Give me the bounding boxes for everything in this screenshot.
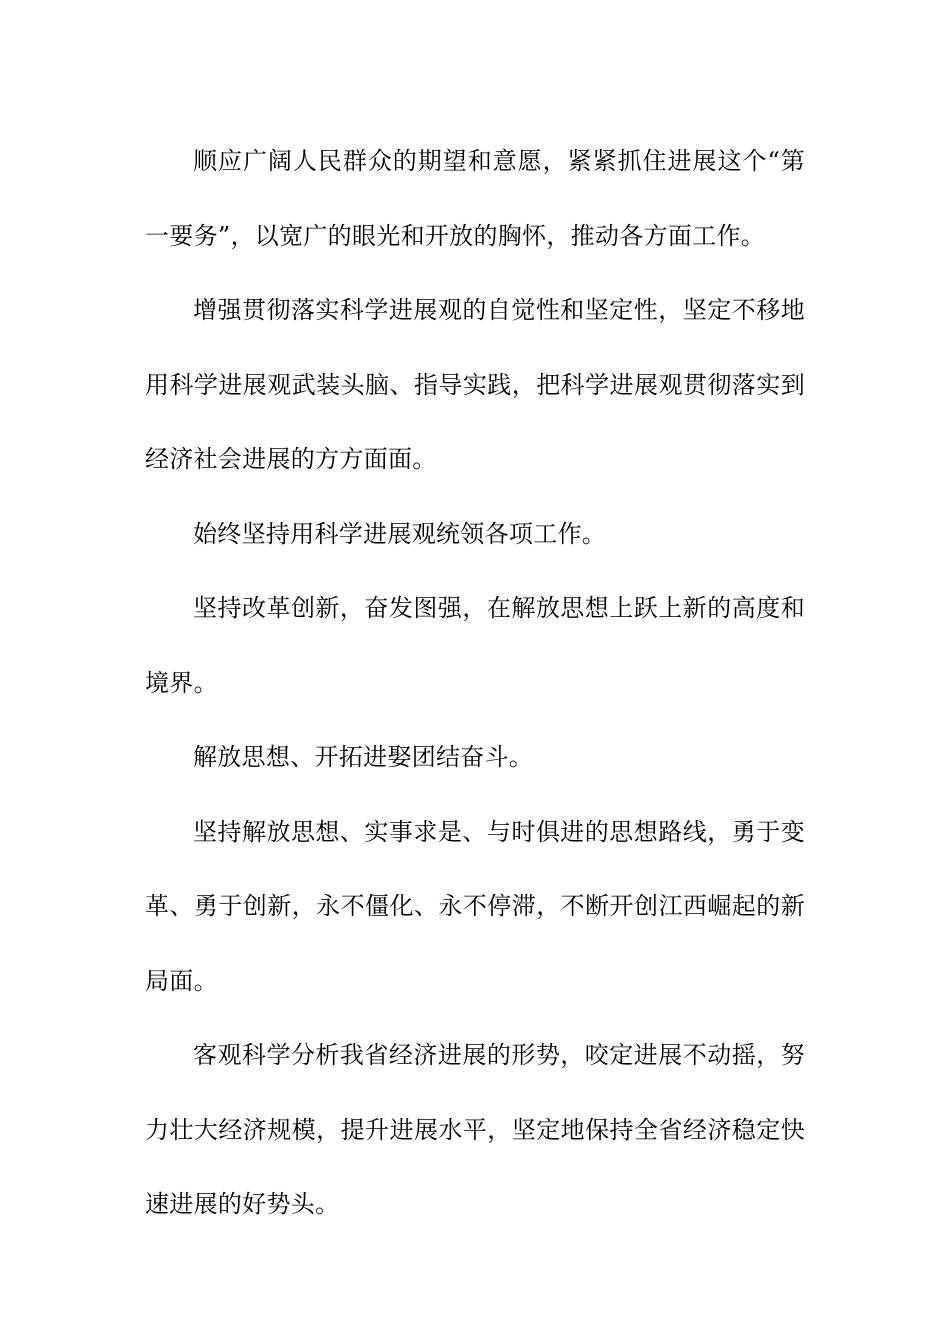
paragraph: 客观科学分析我省经济进展的形势，咬定进展不动摇，努力壮大经济规模，提升进展水平，坚定地保持全省经济稳定快速进展的好势头。 bbox=[145, 1041, 805, 1218]
document-body bbox=[145, 124, 805, 1242]
paragraph: 增强贯彻落实科学进展观的自觉性和坚定性，坚定不移地用科学进展观武装头脑、指导实践，把科学进展观贯彻落实到经济社会进展的方方面面。 bbox=[145, 296, 805, 473]
paragraph: 解放思想、开拓进娶团结奋斗。 bbox=[193, 743, 534, 771]
paragraph: 始终坚持用科学进展观统领各项工作。 bbox=[193, 519, 607, 548]
paragraph: 坚持解放思想、实事求是、与时俱进的思想路线，勇于变革、勇于创新，永不僵化、永不停滞，不断开创江西崛起的新局面。 bbox=[145, 817, 805, 995]
paragraph: 顺应广阔人民群众的期望和意愿，紧紧抓住进展这个“第一要务”，以宽广的眼光和开放的胸怀，推动各方面工作。 bbox=[145, 147, 805, 250]
paragraph: 坚持改革创新，奋发图强，在解放思想上跃上新的高度和境界。 bbox=[145, 594, 805, 697]
